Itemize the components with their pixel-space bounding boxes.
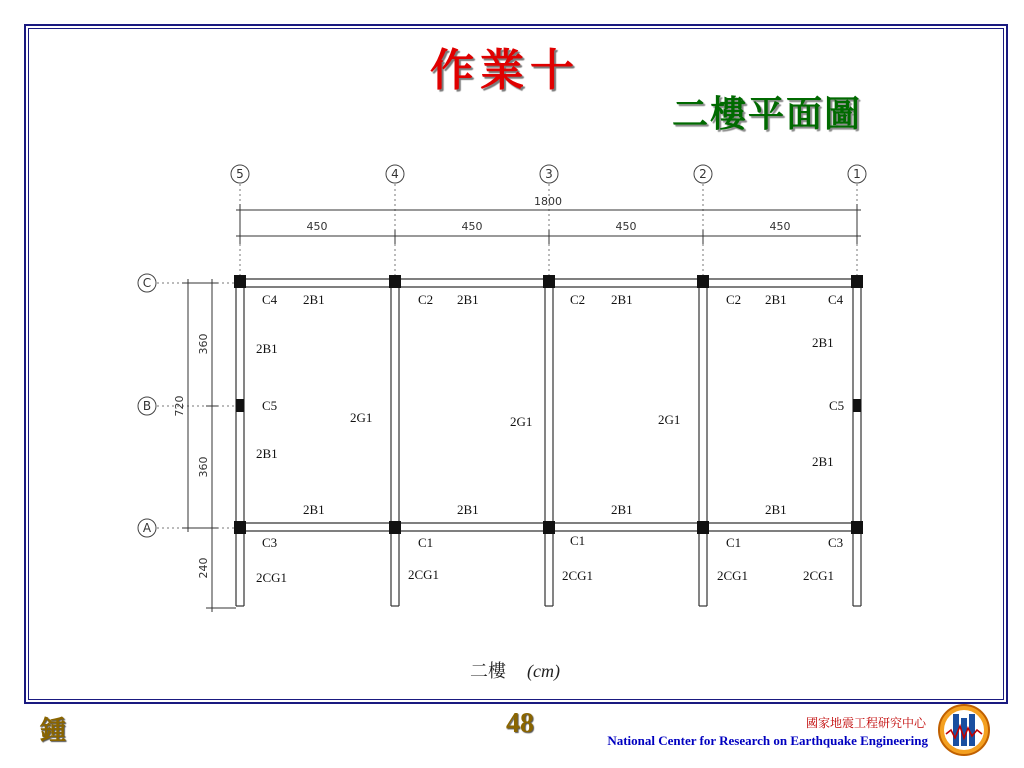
column-c5 [234,275,246,288]
label-beam-2b1: 2B1 [611,292,633,307]
axis-label-1: 1 [853,167,861,181]
label-beam-2b1: 2B1 [303,502,325,517]
total-dimension: 1800 [534,195,562,208]
vertical-dimension-1: 360 [197,333,210,355]
vertical-dimension-2: 360 [197,456,210,478]
vertical-dimension-3: 240 [197,557,210,579]
columns [234,275,863,534]
label-column-c3: C3 [262,535,278,550]
label-column-c3: C3 [828,535,844,550]
label-cantilever-2cg1: 2CG1 [803,568,835,583]
column-a5 [234,521,246,534]
axis-label-5: 5 [236,167,244,181]
total-vertical-dimension: 720 [173,395,186,417]
label-cantilever-2cg1: 2CG1 [562,568,594,583]
label-column-c5: C5 [262,398,278,413]
bay-dimension-2: 450 [461,220,483,233]
footer-author: 鍾 [40,716,67,746]
label-cantilever-2cg1: 2CG1 [408,567,440,582]
column-a2 [697,521,709,534]
label-column-c2: C2 [570,292,586,307]
axis-label-3: 3 [545,167,553,181]
axis-label-b: B [142,399,152,413]
column-b5 [236,399,244,412]
axis-label-2: 2 [699,167,707,181]
label-column-c1: C1 [418,535,434,550]
column-a4 [389,521,401,534]
label-beam-2b1: 2B1 [765,292,787,307]
bay-dimension-3: 450 [615,220,637,233]
label-column-c1: C1 [570,533,586,548]
slide-title: 作業十 [430,45,580,96]
footer-page-number: 48 [506,708,534,739]
label-beam-2b1: 2B1 [765,502,787,517]
label-beam-2b1: 2B1 [303,292,325,307]
horizontal-beams [240,279,857,531]
bay-dimension-4: 450 [769,220,791,233]
left-axis-leaders [157,283,236,528]
column-a3 [543,521,555,534]
slide-subtitle: 二樓平面圖 [672,94,863,135]
label-column-c2: C2 [418,292,434,307]
label-beam-2b1: 2B1 [457,292,479,307]
column-c2 [697,275,709,288]
footer-org-chinese: 國家地震工程研究中心 [805,716,926,730]
label-column-c1: C1 [726,535,742,550]
column-c3 [543,275,555,288]
vertical-girders [236,283,861,606]
column-b1 [853,399,861,412]
label-girder-2g1: 2G1 [510,414,533,429]
label-girder-2g1: 2G1 [350,410,373,425]
column-c1 [851,275,863,288]
column-c4 [389,275,401,288]
column-a1 [851,521,863,534]
label-cantilever-2cg1: 2CG1 [717,568,749,583]
axis-label-4: 4 [391,167,399,181]
plan-caption: 二樓 [470,661,506,682]
label-beam-2b1: 2B1 [256,446,278,461]
label-column-c5: C5 [829,398,845,413]
label-beam-2b1: 2B1 [457,502,479,517]
label-column-c4: C4 [262,292,278,307]
axis-label-a: A [142,521,152,535]
label-girder-2g1: 2G1 [658,412,681,427]
label-beam-2b1: 2B1 [611,502,633,517]
bay-dimension-1: 450 [306,220,328,233]
axis-label-c: C [142,276,152,290]
ncree-logo-icon [934,702,994,758]
label-beam-2b1: 2B1 [256,341,278,356]
label-column-c2: C2 [726,292,742,307]
label-beam-2b1: 2B1 [812,335,834,350]
label-cantilever-2cg1: 2CG1 [256,570,288,585]
label-column-c4: C4 [828,292,844,307]
footer-org-english: National Center for Research on Earthquake Engineering [607,733,928,748]
plan-caption-unit: (cm) [527,661,560,681]
label-beam-2b1: 2B1 [812,454,834,469]
